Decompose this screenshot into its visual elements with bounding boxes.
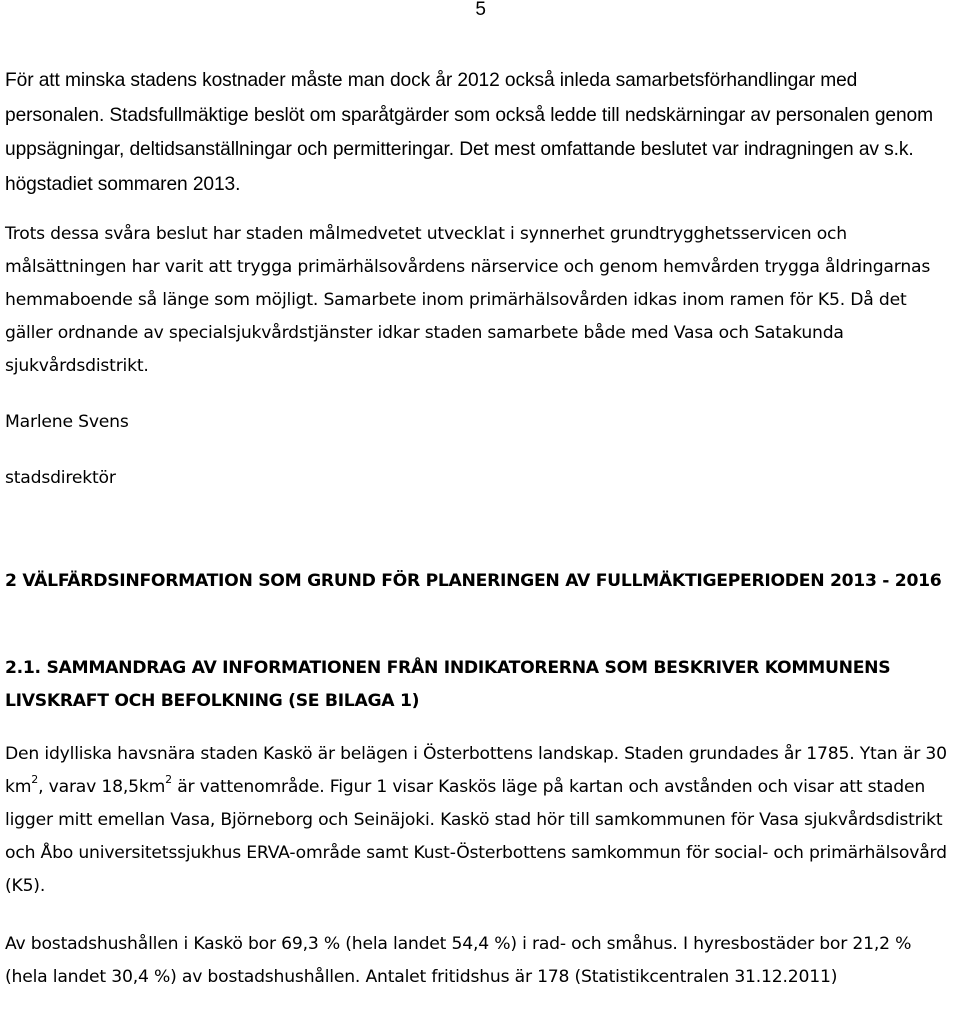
services-paragraph: Trots dessa svåra beslut har staden målmedvetet utvecklat i synnerhet grundtrygghetsservicen och målsättningen har varit att trygga primärhälsovårdens närservice och genom hemvården trygga åldringarnas hemmaboende så länge som möjligt. Samarbete inom primärhälsovården idkas inom ramen för K5. Då det gäller ordnande av specialsjukvårdstjänster idkar staden samarbete både med Vasa och Satakunda sjukvårdsdistrikt. xyxy=(5,224,931,376)
signature-name: Marlene Svens xyxy=(5,412,129,432)
paragraph-text-part: Den idylliska havsnära staden Kaskö är belägen i Österbottens landskap. Staden grundades år 1785. Ytan är 30 km xyxy=(5,744,947,797)
section-2-1-heading: 2.1. SAMMANDRAG AV INFORMATIONEN FRÅN INDIKATORERNA SOM BESKRIVER KOMMUNENS LIVSKRAFT OCH BEFOLKNING (SE BILAGA 1) xyxy=(5,658,891,711)
superscript-two: 2 xyxy=(31,773,39,787)
superscript-two: 2 xyxy=(165,773,172,787)
paragraph-text-part: , varav 18,5km xyxy=(38,777,166,797)
housing-statistics-paragraph: Av bostadshushållen i Kaskö bor 69,3 % (hela landet 54,4 %) i rad- och småhus. I hyresbostäder bor 21,2 % (hela landet 30,4 %) av bostadshushållen. Antalet fritidshus är 178 (Statistikcentralen 31.12.2011) xyxy=(5,934,912,987)
paragraph-text-part: är vattenområde. Figur 1 visar Kaskös läge på kartan och avstånden och visar att staden ligger mitt emellan Vasa, Björneborg och Seinäjoki. Kaskö stad hör till samkommunen för Vasa sjukvårdsdistrikt och Åbo universitetssjukhus ERVA-område samt Kust-Österbottens samkommun för social- och primärhälsovård (K5). xyxy=(5,777,947,896)
section-2-heading: 2 VÄLFÄRDSINFORMATION SOM GRUND FÖR PLANERINGEN AV FULLMÄKTIGEPERIODEN 2013 - 2016 xyxy=(5,571,942,591)
signature-title: stadsdirektör xyxy=(5,468,116,488)
intro-paragraph: För att minska stadens kostnader måste man dock år 2012 också inleda samarbetsförhandlingar med personalen. Stadsfullmäktige beslöt om sparåtgärder som också ledde till nedskärningar av personalen genom uppsägningar, deltidsanställningar och permitteringar. Det mest omfattande beslutet var indragningen av s.k. högstadiet sommaren 2013. xyxy=(5,70,933,196)
kasko-description-paragraph xyxy=(5,738,955,903)
page-number: 5 xyxy=(475,0,486,20)
